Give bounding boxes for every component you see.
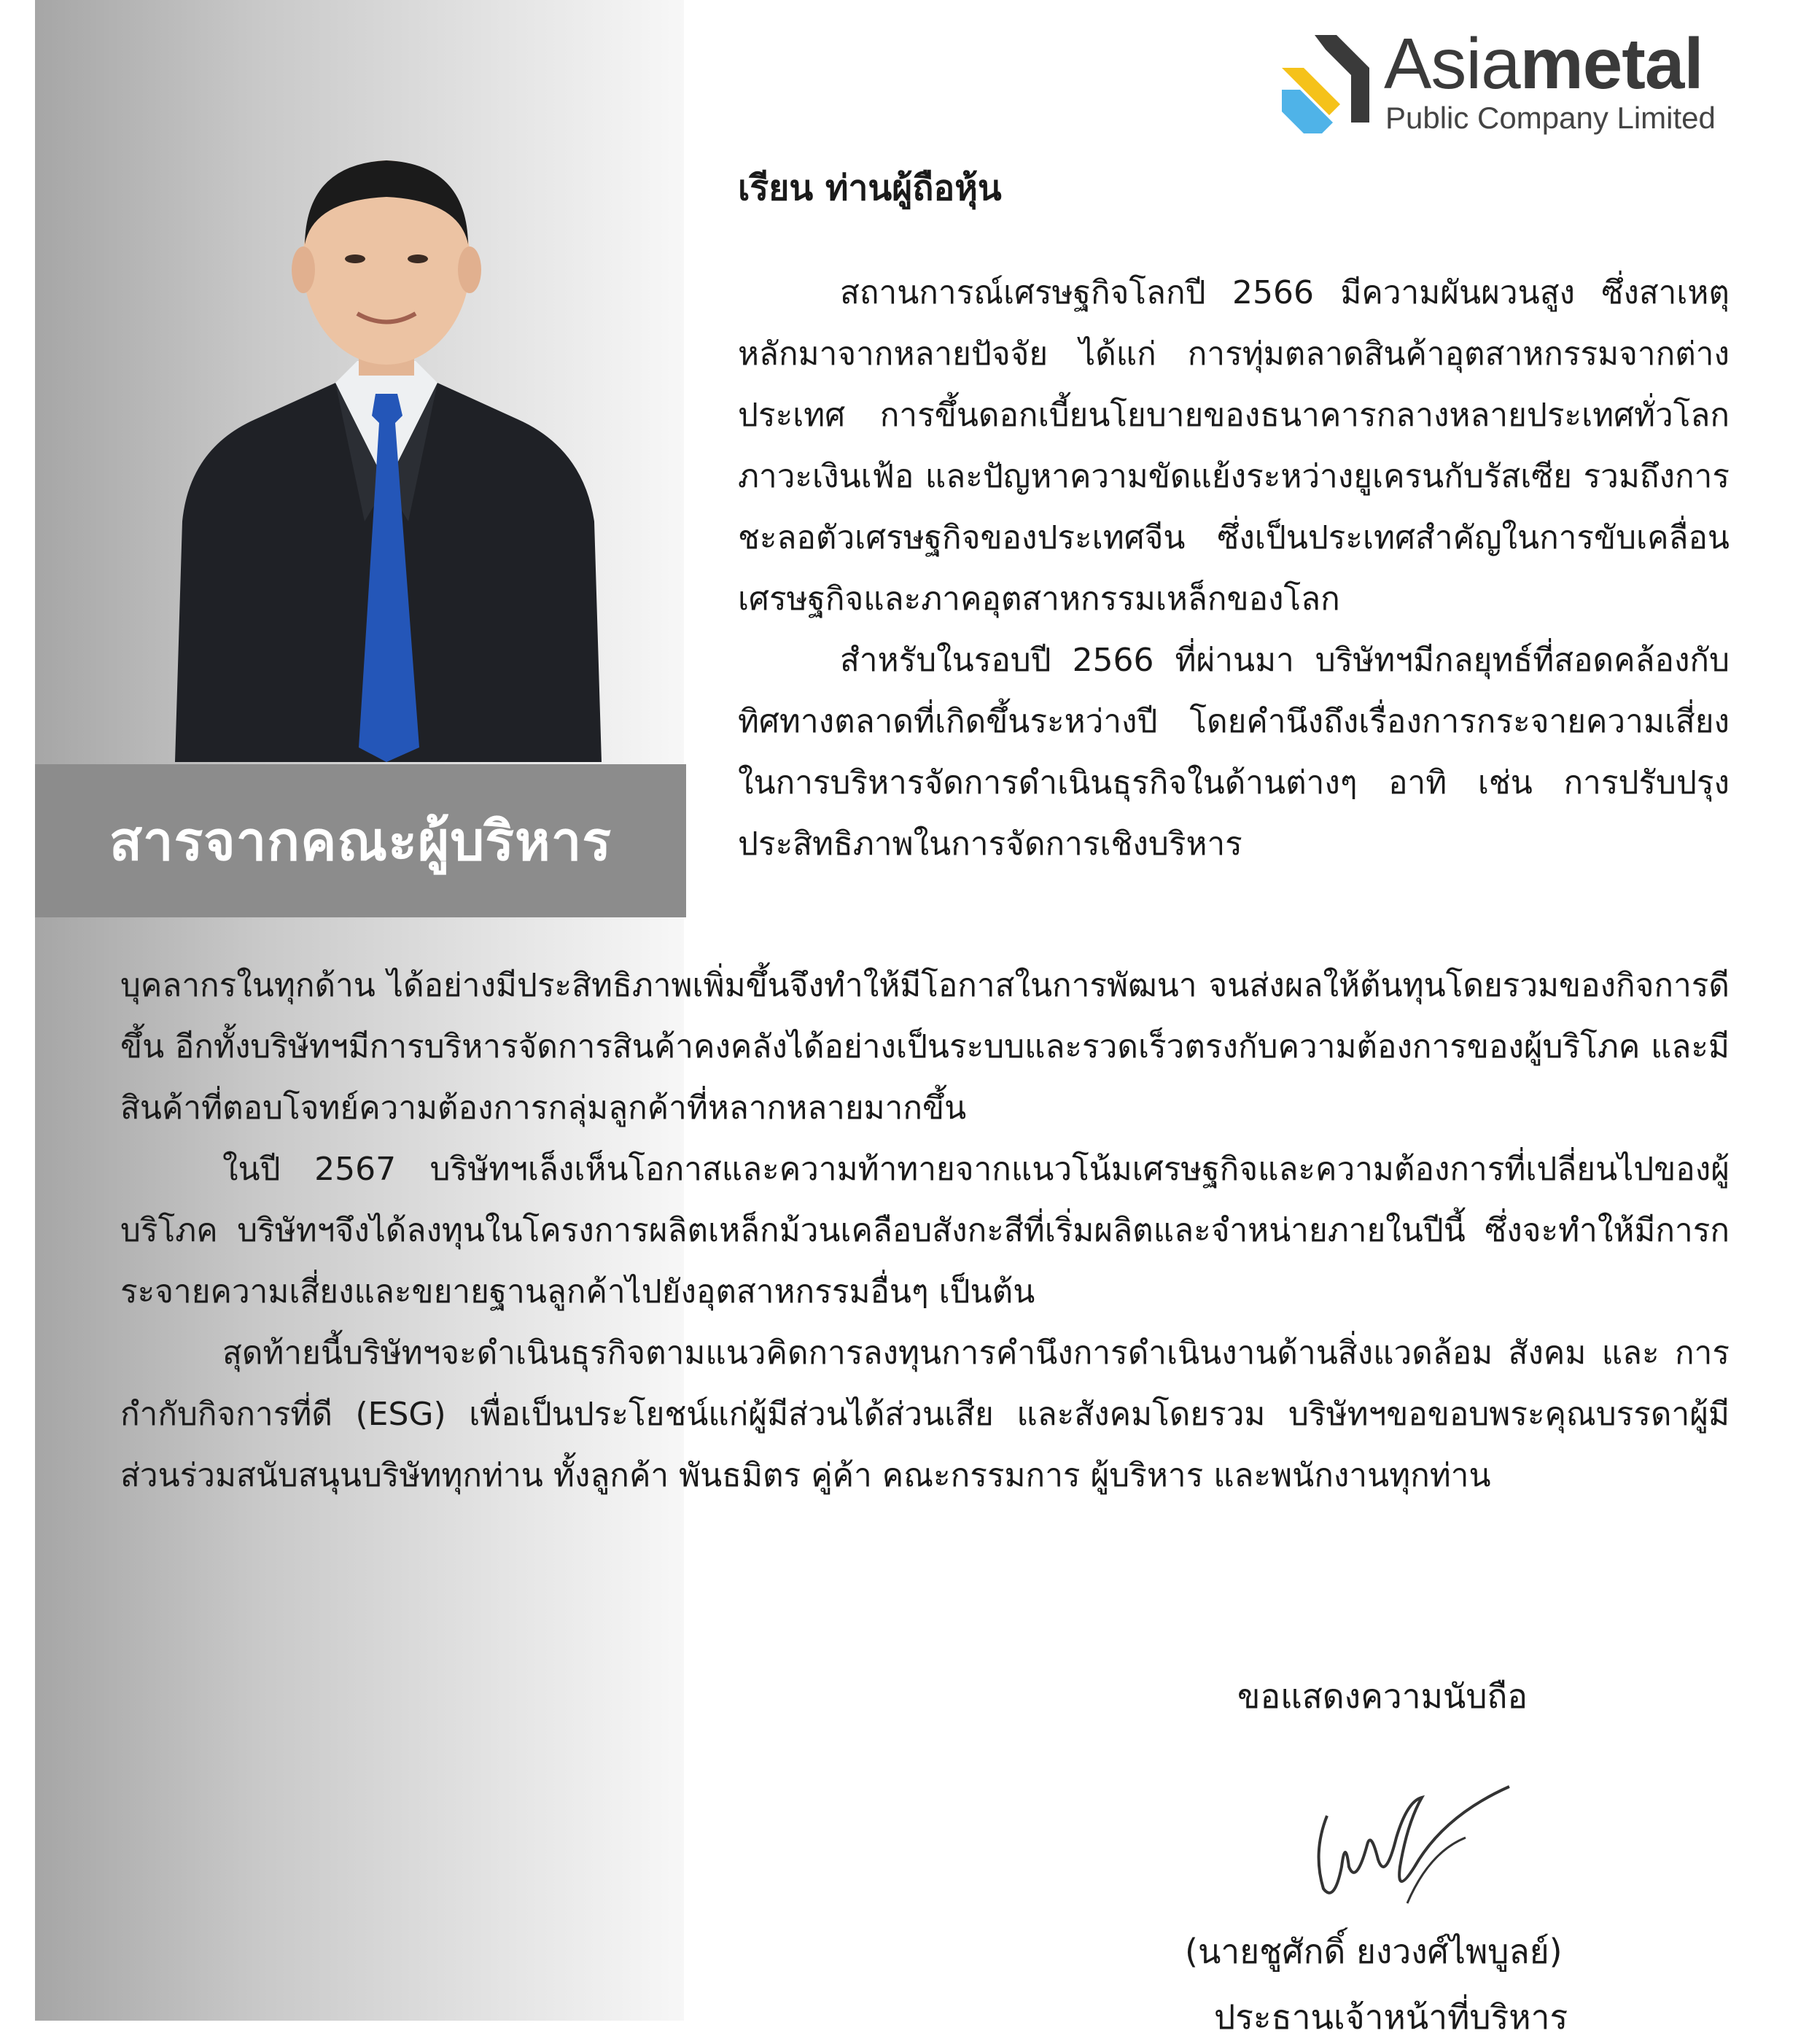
paragraph: ในปี 2567 บริษัทฯเล็งเห็นโอกาสและความท้าทายจากแนวโน้มเศรษฐกิจและความต้องการที่เปลี่ยนไปของผู้บริโภค บริษัทฯจึงได้ลงทุนในโครงการผลิตเหล็กม้วนเคลือบสังกะสีที่เริ่มผลิตและจำหน่ายภายในปีนี้ ซึ่งจะทำให้มีการกระจายความเสี่ยงและขยายฐานลูกค้าไปยังอุตสาหกรรมอื่นๆ เป็นต้น — [120, 1151, 1730, 1310]
logo-wordmark: Asiametal — [1384, 23, 1703, 104]
executive-portrait — [168, 142, 605, 762]
signature-image — [1298, 1757, 1517, 1918]
upper-body-text — [738, 263, 1730, 875]
paragraph: สุดท้ายนี้บริษัทฯจะดำเนินธุรกิจตามแนวคิดการลงทุนการคำนึงการดำเนินงานด้านสิ่งแวดล้อม สังคม และ การกำกับกิจการที่ดี (ESG) เพื่อเป็นประโยชน์แก่ผู้มีส่วนได้ส่วนเสีย และสังคมโดยรวม บริษัทฯขอขอบพระคุณบรรดาผู้มีส่วนร่วมสนับสนุนบริษัททุกท่าน ทั้งลูกค้า พันธมิตร คู่ค้า คณะกรรมการ ผู้บริหาร และพนักงานทุกท่าน — [120, 1334, 1730, 1494]
paragraph: บุคลากรในทุกด้าน ได้อย่างมีประสิทธิภาพเพิ่มขึ้นจึงทำให้มีโอกาสในการพัฒนา จนส่งผลให้ต้นทุนโดยรวมของกิจการดีขึ้น อีกทั้งบริษัทฯมีการบริหารจัดการสินค้าคงคลังได้อย่างเป็นระบบและรวดเร็วตรงกับความต้องการของผู้บริโภค และมีสินค้าที่ตอบโจทย์ความต้องการกลุ่มลูกค้าที่หลากหลายมากขึ้น — [120, 967, 1730, 1127]
executive-name: (นายชูศักดิ์ ยงวงศ์ไพบูลย์) — [1185, 1932, 1563, 1971]
paragraph: สำหรับในรอบปี 2566 ที่ผ่านมา บริษัทฯมีกลยุทธ์ที่สอดคล้องกับทิศทางตลาดที่เกิดขึ้นระหว่างปี โดยคำนึงถึงเรื่องการกระจายความเสี่ยงในการบริหารจัดการดำเนินธุรกิจในด้านต่างๆ อาทิ เช่น การปรับปรุงประสิทธิภาพในการจัดการเชิงบริหาร — [738, 642, 1730, 863]
paragraph: สถานการณ์เศรษฐกิจโลกปี 2566 มีความผันผวนสูง ซึ่งสาเหตุหลักมาจากหลายปัจจัย ได้แก่ การทุ่มตลาดสินค้าอุตสาหกรรมจากต่างประเทศ การขึ้นดอกเบี้ยนโยบายของธนาคารกลางหลายประเทศทั่วโลก ภาวะเงินเฟ้อ และปัญหาความขัดแย้งระหว่างยูเครนกับรัสเซีย รวมถึงการชะลอตัวเศรษฐกิจของประเทศจีน ซึ่งเป็นประเทศสำคัญในการขับเคลื่อนเศรษฐกิจและภาคอุตสาหกรรมเหล็กของโลก — [738, 274, 1730, 618]
asiametal-logo-icon — [1282, 35, 1369, 133]
section-title-band — [35, 764, 686, 917]
closing-regards: ขอแสดงความนับถือ — [1237, 1676, 1528, 1716]
salutation: เรียน ท่านผู้ถือหุ้น — [738, 168, 1002, 209]
lower-body-text — [120, 955, 1730, 1507]
executive-role: ประธานเจ้าหน้าที่บริหาร — [1214, 1997, 1568, 2037]
company-logo — [1282, 23, 1734, 139]
section-title: สารจากคณะผู้บริหาร — [109, 810, 612, 873]
logo-subtitle: Public Company Limited — [1385, 101, 1716, 135]
